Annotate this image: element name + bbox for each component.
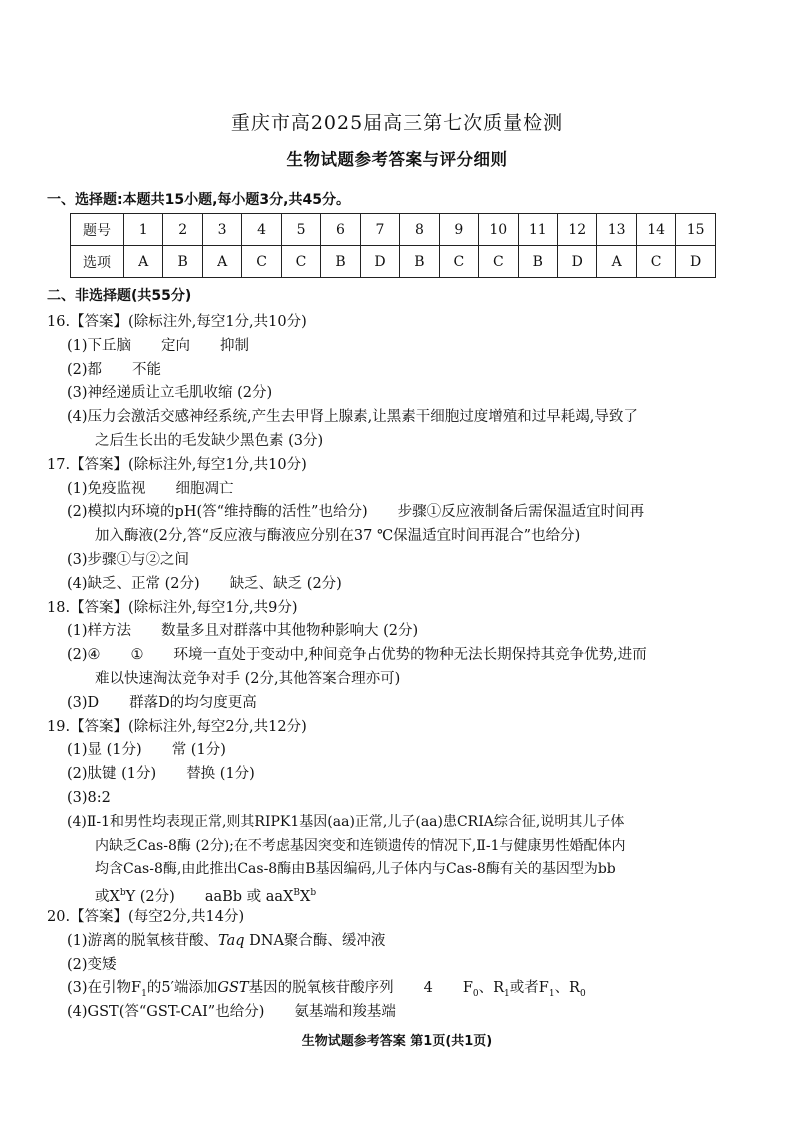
table-cell: C <box>281 246 320 278</box>
table-cell: D <box>676 246 716 278</box>
table-cell: 6 <box>321 214 360 246</box>
answer-text: (2)模拟内环境的pH(答“维持酶的活性”也给分) <box>67 504 368 521</box>
answer-line: (4)压力会激活交感神经系统,产生去甲肾上腺素,让黑素干细胞过度增殖和过早耗竭,导致了 <box>67 409 638 426</box>
table-cell: C <box>242 246 281 278</box>
answer-text: 的5′端添加 <box>146 980 218 997</box>
table-cell: 2 <box>163 214 202 246</box>
subscript: 1 <box>504 989 510 1000</box>
answer-text: (1)样方法 <box>67 623 132 640</box>
table-cell: B <box>400 246 439 278</box>
answer-text: (2)肽键 (1分) <box>67 766 157 783</box>
answer-line: 难以快速淘汰竞争对手 (2分,其他答案合理亦可) <box>95 670 401 687</box>
answer-text: ① <box>130 647 144 664</box>
superscript: B <box>293 888 301 899</box>
answer-line <box>47 882 747 906</box>
answer-text: (4)缺乏、正常 (2分) <box>67 575 200 592</box>
table-row-label: 题号 <box>71 214 124 246</box>
question-16-heading: 16.【答案】(除标注外,每空1分,共10分) <box>47 314 307 330</box>
table-cell: A <box>124 246 163 278</box>
question-17-heading: 17.【答案】(除标注外,每空1分,共10分) <box>47 456 307 473</box>
answer-text: 氨基端和羧基端 <box>294 1004 396 1021</box>
table-cell: 15 <box>676 214 716 246</box>
answer-line <box>47 573 747 597</box>
answer-text: 4 <box>423 980 433 997</box>
subscript: 1 <box>141 989 147 1000</box>
answer-text: Y (2分) <box>125 888 175 905</box>
section-heading-choice: 一、选择题:本题共15小题,每小题3分,共45分。 <box>47 192 350 208</box>
answer-line: (3)步骤①与②之间 <box>67 551 190 568</box>
answer-text: (3)D <box>67 694 100 711</box>
answer-text: 定向 <box>161 337 191 354</box>
answer-text: 环境一直处于变动中,种间竞争占优势的物种无法长期保持其竞争优势,进而 <box>173 647 647 664</box>
table-cell: 11 <box>518 214 557 246</box>
table-cell: 1 <box>124 214 163 246</box>
answer-line: (3)神经递质让立毛肌收缩 (2分) <box>67 385 273 402</box>
answer-text: 缺乏、缺乏 (2分) <box>229 575 342 592</box>
answer-text: F <box>462 980 473 997</box>
table-cell: 13 <box>597 214 636 246</box>
answer-line: 加入酶液(2分,答“反应液与酶液应分别在37 ℃保温适宜时间再混合”也给分) <box>95 528 581 545</box>
answer-line: (4)Ⅱ-1和男性均表现正常,则其RIPK1基因(aa)正常,儿子(aa)患CRIA综合征,说明其儿子体 <box>67 813 625 830</box>
answer-text: (1)游离的脱氧核苷酸、 <box>67 932 219 949</box>
table-cell: B <box>321 246 360 278</box>
answer-text: 常 (1分) <box>171 742 226 759</box>
question-19-heading: 19.【答案】(除标注外,每空2分,共12分) <box>47 718 307 735</box>
table-cell: C <box>479 246 518 278</box>
answer-text: (1)下丘脑 <box>67 337 132 354</box>
table-cell: 5 <box>281 214 320 246</box>
table-cell: 8 <box>400 214 439 246</box>
answer-line <box>47 644 747 668</box>
answer-text: (3)在引物F <box>67 980 142 997</box>
answer-text: (1)显 (1分) <box>67 742 142 759</box>
page-footer: 生物试题参考答案 第1页(共1页) <box>301 1034 493 1049</box>
question-20-heading: 20.【答案】(每空2分,共14分) <box>47 908 245 925</box>
answer-text: (2)都 <box>67 361 103 378</box>
table-cell: D <box>360 246 399 278</box>
subscript: 1 <box>548 989 555 1000</box>
answer-line: (3)8:2 <box>67 789 111 806</box>
table-cell: A <box>202 246 241 278</box>
answer-text: X <box>300 888 311 905</box>
table-cell: 12 <box>557 214 596 246</box>
answer-text: 、R <box>554 980 580 997</box>
answer-line <box>47 335 747 359</box>
page-title: 重庆市高2025届高三第七次质量检测 <box>230 112 564 134</box>
answer-text: 步骤①反应液制备后需保温适宜时间再 <box>397 504 645 521</box>
answer-line: 之后生长出的毛发缺少黑色素 (3分) <box>95 432 324 449</box>
table-cell: C <box>636 246 675 278</box>
answer-text: 或者F <box>509 980 549 997</box>
answer-text: 细胞凋亡 <box>175 480 234 497</box>
table-row-answers <box>71 246 716 278</box>
choice-answer-table <box>70 213 716 278</box>
table-cell: 10 <box>479 214 518 246</box>
table-cell: B <box>163 246 202 278</box>
superscript: b <box>119 888 126 899</box>
answer-text: 抑制 <box>220 337 250 354</box>
answer-line <box>47 763 747 787</box>
italic-term: Taq <box>218 932 245 949</box>
answer-content <box>47 311 747 1025</box>
answer-line <box>47 977 747 1001</box>
answer-text: 数量多且对群落中其他物种影响大 (2分) <box>161 623 419 640</box>
answer-line <box>47 930 747 954</box>
answer-line <box>47 1001 747 1025</box>
answer-line <box>47 359 747 383</box>
answer-line: 内缺乏Cas-8酶 (2分);在不考虑基因突变和连锁遗传的情况下,Ⅱ-1与健康男性婚配体内 <box>95 837 626 854</box>
answer-text: (2)④ <box>67 647 101 664</box>
table-cell: 4 <box>242 214 281 246</box>
answer-line: (2)变矮 <box>67 956 117 973</box>
table-cell: B <box>518 246 557 278</box>
table-cell: D <box>557 246 596 278</box>
answer-text: 群落D的均匀度更高 <box>129 694 257 711</box>
answer-text: 、R <box>478 980 505 997</box>
answer-text: DNA聚合酶、缓冲液 <box>244 932 386 949</box>
answer-text: 替换 (1分) <box>186 766 255 783</box>
answer-text: 基因的脱氧核苷酸序列 <box>248 980 394 997</box>
question-18-heading: 18.【答案】(除标注外,每空1分,共9分) <box>47 599 298 616</box>
table-cell: 7 <box>360 214 399 246</box>
table-cell: A <box>597 246 636 278</box>
table-row-numbers <box>71 214 716 246</box>
answer-line: 均含Cas-8酶,由此推出Cas-8酶由B基因编码,儿子体内与Cas-8酶有关的基因型为bb <box>95 861 616 878</box>
table-cell: 3 <box>202 214 241 246</box>
italic-term: GST <box>217 980 249 997</box>
answer-text: (4)GST(答“GST-CAI”也给分) <box>67 1004 265 1021</box>
answer-line <box>47 739 747 763</box>
answer-line <box>47 478 747 502</box>
section-heading-nonchoice: 二、非选择题(共55分) <box>47 288 192 304</box>
page-subtitle: 生物试题参考答案与评分细则 <box>286 150 508 169</box>
answer-text: (1)免疫监视 <box>67 480 146 497</box>
answer-line <box>47 620 747 644</box>
superscript: b <box>310 888 317 899</box>
answer-line <box>47 501 747 525</box>
table-row-label: 选项 <box>71 246 124 278</box>
table-cell: 14 <box>636 214 675 246</box>
answer-text: aaBb 或 aaX <box>204 888 294 905</box>
subscript: 0 <box>579 989 586 1000</box>
answer-line <box>47 692 747 716</box>
answer-text: 或X <box>95 888 120 905</box>
table-cell: 9 <box>439 214 478 246</box>
subscript: 0 <box>472 989 479 1000</box>
table-cell: C <box>439 246 478 278</box>
answer-text: 不能 <box>132 361 162 378</box>
